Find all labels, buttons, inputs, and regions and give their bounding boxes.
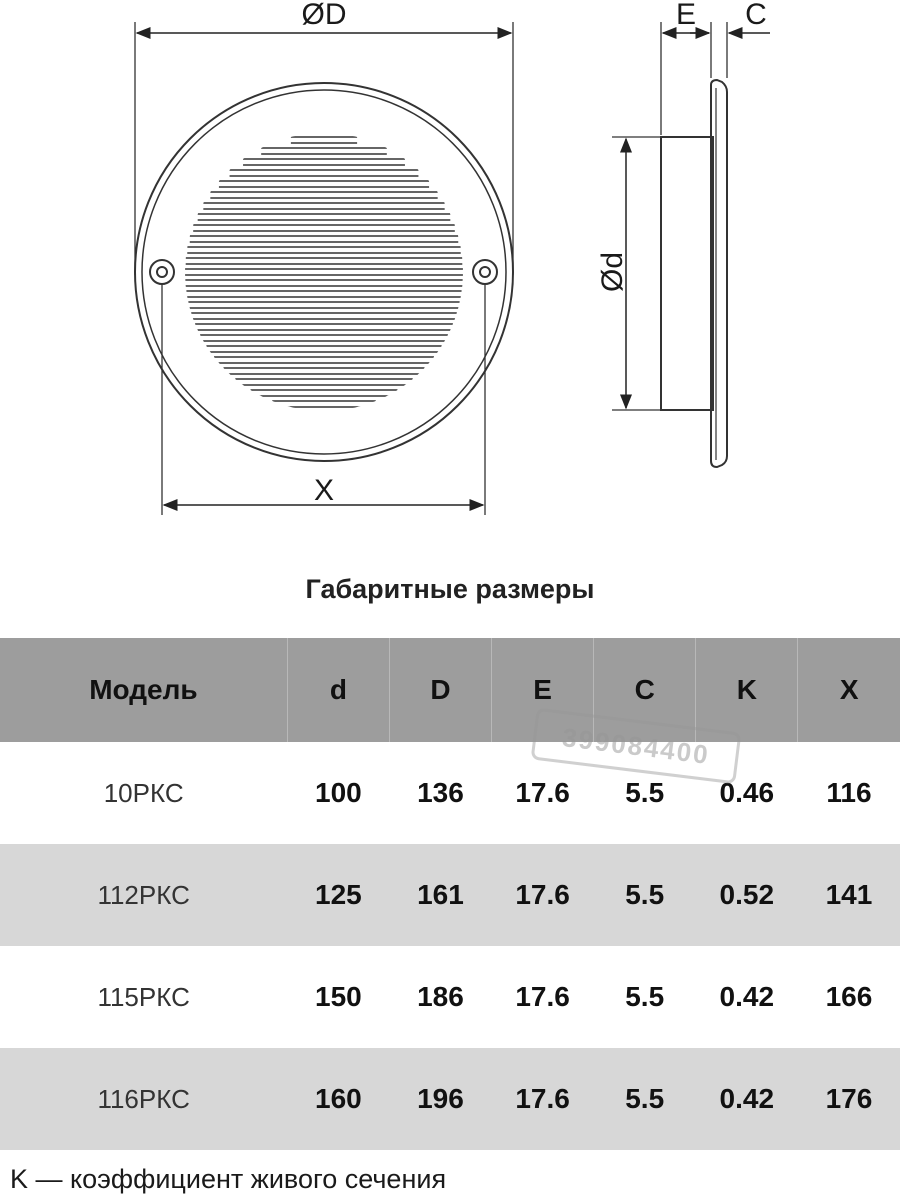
grill-slat (230, 170, 419, 176)
cell-d: 160 (287, 1048, 389, 1150)
cell-C: 5.5 (594, 844, 696, 946)
grill-slat (188, 302, 459, 308)
outer-rim (135, 83, 513, 461)
grill-slat (191, 313, 457, 319)
flange-label: C (745, 0, 767, 31)
cell-K: 0.42 (696, 1048, 798, 1150)
cell-E: 17.6 (515, 981, 570, 1012)
cell-C: 5.5 (625, 981, 665, 1012)
hole-distance-label: X (313, 474, 335, 507)
grill-slat (214, 357, 434, 363)
cell-X: 166 (825, 981, 873, 1012)
grill-slat (243, 159, 405, 165)
inner-diameter-label: Ød (596, 251, 629, 293)
header-D: D (389, 638, 491, 742)
grill-slat (198, 214, 451, 220)
technical-drawing (0, 0, 900, 560)
cell-X: 116 (826, 777, 872, 808)
grill-slat (203, 203, 444, 209)
grill-slat (223, 368, 424, 374)
header-d: d (287, 638, 389, 742)
cell-E: 17.6 (515, 777, 570, 808)
header-E: E (492, 638, 594, 742)
header-model: Модель (0, 638, 287, 742)
cell-D: 196 (389, 1048, 491, 1150)
cell-K: 0.52 (696, 844, 798, 946)
cell-model: 115РКС (97, 981, 190, 1012)
duct-collar (661, 137, 713, 410)
grill-slat (206, 346, 441, 352)
table-row (0, 1048, 900, 1150)
cell-model: 112РКС (0, 844, 287, 946)
grill-slat (291, 137, 357, 143)
cell-D: 136 (417, 777, 464, 808)
front-view (135, 22, 513, 515)
grill-slat (261, 148, 387, 154)
table-row (0, 844, 900, 946)
grill-slat (193, 225, 455, 231)
grill-slat (219, 181, 429, 187)
cell-model: 116РКС (0, 1048, 287, 1150)
table-header-row (0, 638, 900, 742)
depth-label: E (675, 0, 697, 31)
footnote: K — коэффициент живого сечения (10, 1164, 447, 1194)
header-X: X (798, 638, 900, 742)
grill-slats (185, 137, 463, 407)
cell-D: 161 (389, 844, 491, 946)
cell-D: 186 (417, 981, 464, 1012)
section-title: Габаритные размеры (305, 574, 595, 604)
cell-model: 10РКС (103, 777, 184, 808)
cell-C: 5.5 (594, 1048, 696, 1150)
grill-slat (210, 192, 437, 198)
cell-E: 17.6 (492, 844, 594, 946)
cell-K: 0.46 (719, 777, 775, 808)
inner-rim (142, 90, 506, 454)
grill-slat (186, 258, 463, 264)
cell-C: 5.5 (625, 777, 665, 808)
grill-slat (195, 324, 453, 330)
mounting-hole-right (473, 260, 497, 284)
cell-d: 100 (315, 777, 362, 808)
watermark-stamp: 399084400 (531, 708, 742, 785)
grill-slat (185, 280, 463, 286)
cell-E: 17.6 (492, 1048, 594, 1150)
grill-slat (251, 390, 398, 396)
grill-slat (187, 247, 460, 253)
mounting-hole-left (150, 260, 174, 284)
cell-K: 0.42 (719, 981, 775, 1012)
cell-X: 176 (798, 1048, 900, 1150)
grill-slat (186, 291, 461, 297)
table-row (0, 742, 900, 844)
header-C: C (594, 638, 696, 742)
outer-diameter-label: ØD (301, 0, 347, 31)
header-K: K (696, 638, 798, 742)
dimensions-table (0, 638, 900, 1150)
grill-slat (190, 236, 459, 242)
table-row (0, 946, 900, 1048)
cell-d: 125 (287, 844, 389, 946)
grill-slat (200, 335, 448, 341)
grill-slat (235, 379, 412, 385)
side-view (612, 22, 770, 467)
cell-X: 141 (798, 844, 900, 946)
grill-slat (272, 401, 376, 407)
cell-d: 150 (315, 981, 362, 1012)
grill-slat (185, 269, 463, 275)
